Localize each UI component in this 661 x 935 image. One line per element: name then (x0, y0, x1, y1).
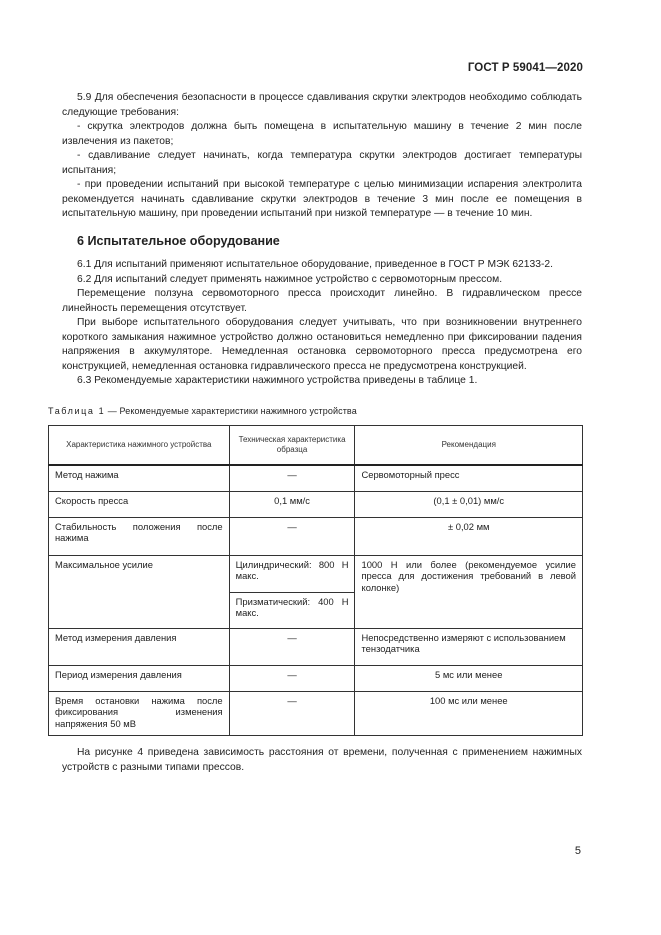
table-cell: Сервомоторный пресс (355, 465, 583, 491)
table-cell: — (229, 665, 355, 691)
table-cell: 100 мс или менее (355, 691, 583, 735)
table-cell: Призматический: 400 Н макс. (229, 592, 355, 628)
table-cell: Метод измерения давления (49, 628, 230, 665)
table-cell: Стабильность положения после нажима (49, 517, 230, 555)
paragraph-6-2-c: При выборе испытательного оборудования следует учитывать, что при возникновении внутреннего короткого замыкания нажимное устройство должно остановиться немедленно при фиксировании падения напряжения в аккумуляторе. Немедленная остановка сервомоторного пресса предусмотрена его конструкцией, немедленная остановка гидравлического пресса не предусмотрена конструкцией. (62, 317, 582, 372)
section-6-body (62, 258, 582, 389)
table-caption-label: Таблица 1 (48, 406, 106, 416)
table-cell: (0,1 ± 0,01) мм/с (355, 491, 583, 517)
table-header-cell: Техническая характеристика образца (229, 426, 355, 466)
table-cell: — (229, 465, 355, 491)
table-cell: 1000 Н или более (рекомендуемое усилие пресса для достижения требований в левой колонке) (355, 555, 583, 628)
table-caption (48, 406, 357, 416)
requirement-item: - при проведении испытаний при высокой температуре с целью минимизации испарения электролита рекомендуется начинать сдавливание скрутки электродов в течение 3 мин после ее помещения в испытательную машину, при проведении испытаний при низкой температуре — в течение 10 мин. (62, 179, 582, 219)
paragraph-6-1: 6.1 Для испытаний применяют испытательное оборудование, приведенное в ГОСТ Р МЭК 62133-2. (77, 259, 553, 270)
page-number: 5 (574, 845, 581, 857)
table-cell: — (229, 691, 355, 735)
paragraph-6-2: 6.2 Для испытаний следует применять нажимное устройство с сервомоторным прессом. (77, 273, 503, 285)
table-row (49, 628, 583, 665)
standard-number: ГОСТ Р 59041—2020 (467, 62, 583, 74)
paragraph-figure-ref: На рисунке 4 приведена зависимость расстояния от времени, полученная с применением нажимных устройств с разными типами прессов. (62, 747, 582, 773)
paragraph-6-2-b: Перемещение ползуна сервомоторного пресса происходит линейно. В гидравлическом прессе линейность перемещения отсутствует. (62, 288, 582, 314)
table-header-row (49, 426, 583, 466)
table-cell: Время остановки нажима после фиксирования изменения напряжения 50 мВ (49, 691, 230, 735)
table-row (49, 491, 583, 517)
after-table-text (62, 746, 582, 775)
paragraph-5-9: 5.9 Для обеспечения безопасности в процессе сдавливания скрутки электродов необходимо соблюдать следующие требования: (62, 92, 582, 118)
table-header-cell: Характеристика нажимного устройства (49, 426, 230, 466)
table-row (49, 691, 583, 735)
table-cell: — (229, 517, 355, 555)
table-cell: Максимальное усилие (49, 555, 230, 628)
requirement-item: - сдавливание следует начинать, когда температура скрутки электродов достигает температуры испытания; (62, 150, 582, 176)
table-row (49, 555, 583, 592)
section-6-heading: 6 Испытательное оборудование (77, 234, 280, 248)
table-cell: Скорость пресса (49, 491, 230, 517)
table-header-cell: Рекомендация (355, 426, 583, 466)
table-cell: Метод нажима (49, 465, 230, 491)
table-cell: 5 мс или менее (355, 665, 583, 691)
table-cell: 0,1 мм/с (229, 491, 355, 517)
table-caption-text: — Рекомендуемые характеристики нажимного устройства (105, 406, 357, 416)
table-cell: Непосредственно измеряют с использованием тензодатчика (355, 628, 583, 665)
characteristics-table (48, 425, 583, 736)
requirement-item: - скрутка электродов должна быть помещена в испытательную машину в течение 2 мин после извлечения из пакетов; (62, 121, 582, 147)
table-cell: Цилиндрический: 800 Н макс. (229, 555, 355, 592)
paragraph-6-3: 6.3 Рекомендуемые характеристики нажимного устройства приведены в таблице 1. (77, 375, 478, 386)
table-row (49, 517, 583, 555)
table-cell: ± 0,02 мм (355, 517, 583, 555)
table-row (49, 465, 583, 491)
section-5-9 (62, 91, 582, 222)
table-cell: — (229, 628, 355, 665)
table-row (49, 665, 583, 691)
table-cell: Период измерения давления (49, 665, 230, 691)
